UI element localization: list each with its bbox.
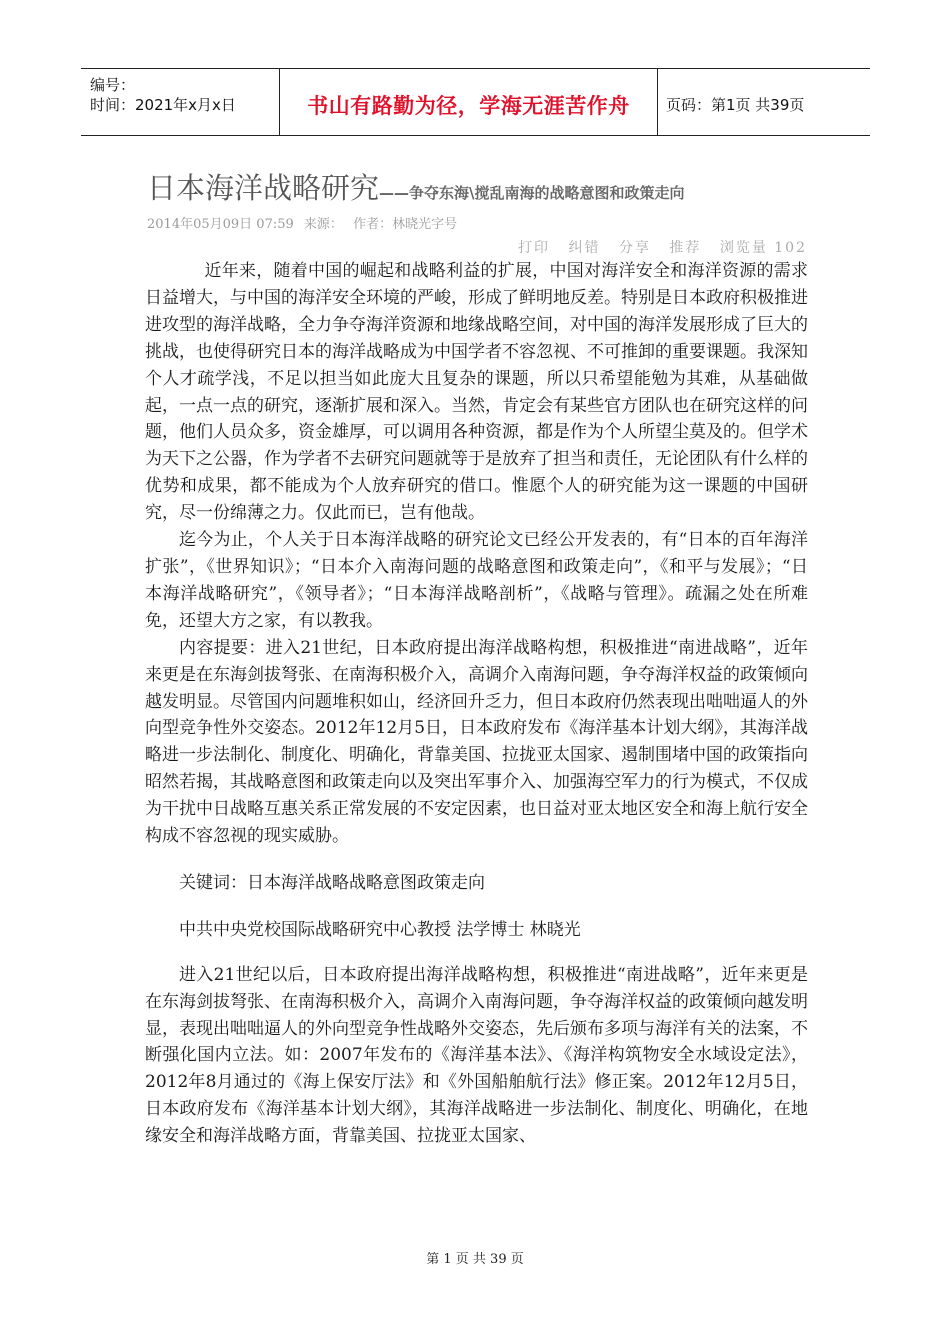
article-action-bar <box>506 237 807 257</box>
article-title-line <box>147 166 685 207</box>
paragraph-abstract: 内容提要：进入21世纪，日本政府提出海洋战略构想，积极推进“南进战略”，近年来更是在东海剑拔弩张、在南海积极介入，高调介入南海问题，争夺海洋权益的政策倾向越发明显。尽管国内问题堆积如山，经济回升乏力，但日本政府仍然表现出咄咄逼人的外向型竞争性外交姿态。2012年12月5日，日本政府发布《海洋基本计划大纲》，其海洋战略进一步法制化、制度化、明确化，背靠美国、拉拢亚太国家、遏制围堵中国的政策指向昭然若揭，其战略意图和政策走向以及突出军事介入、加强海空军力的行为模式，不仅成为干扰中日战略互惠关系正常发展的不安定因素，也日益对亚太地区安全和海上航行安全构成不容忽视的现实威胁。 <box>145 637 808 847</box>
document-date-label: 时间：2021年x月x日 <box>90 96 236 114</box>
paragraph-keywords: 关键词：日本海洋战略战略意图政策走向 <box>179 872 485 893</box>
header-page-cell <box>658 69 870 135</box>
view-count: 浏览量 102 <box>719 240 807 256</box>
paragraph-intro: 近年来，随着中国的崛起和战略利益的扩展，中国对海洋安全和海洋资源的需求日益增大，与中国的海洋安全环境的严峻，形成了鲜明地反差。特别是日本政府积极推进进攻型的海洋战略，全力争夺海洋资源和地缘战略空间，对中国的海洋发展形成了巨大的挑战，也使得研究日本的海洋战略成为中国学者不容忽视、不可推卸的重要课题。我深知个人才疏学浅，不足以担当如此庞大且复杂的课题，所以只希望能勉为其难，从基础做起，一点一点的研究，逐渐扩展和深入。当然，肯定会有某些官方团队也在研究这样的问题，他们人员众多，资金雄厚，可以调用各种资源，都是作为个人所望尘莫及的。但学术为天下之公器，作为学者不去研究问题就等于是放弃了担当和责任，无论团队有什么样的优势和成果，都不能成为个人放弃研究的借口。惟愿个人的研究能为这一课题的中国研究，尽一份绵薄之力。仅此而已，岂有他哉。 <box>145 261 808 524</box>
article-date: 2014年05月09日 07:59 <box>147 217 294 232</box>
paragraph-author-affiliation: 中共中央党校国际战略研究中心教授 法学博士 林晓光 <box>179 919 581 940</box>
document-header-table <box>81 68 870 136</box>
paragraph-publications: 迄今为止，个人关于日本海洋战略的研究论文已经公开发表的，有“日本的百年海洋扩张”，《世界知识》；“日本介入南海问题的战略意图和政策走向”，《和平与发展》；“日本海洋战略研究”，《领导者》；“日本海洋战略剖析”，《战略与管理》。疏漏之处在所难免，还望大方之家，有以教我。 <box>145 530 808 631</box>
paragraph-main-text: 进入21世纪以后，日本政府提出海洋战略构想，积极推进“南进战略”，近年来更是在东海剑拔弩张、在南海积极介入，高调介入南海问题，争夺海洋权益的政策倾向越发明显，表现出咄咄逼人的外向型竞争性战略外交姿态，先后颁布多项与海洋有关的法案，不断强化国内立法。如：2007年发布的《海洋基本法》、《海洋构筑物安全水域设定法》，2012年8月通过的《海上保安厅法》和《外国船舶航行法》修正案。2012年12月5日，日本政府发布《海洋基本计划大纲》，其海洋战略进一步法制化、制度化、明确化，在地缘安全和海洋战略方面，背靠美国、拉拢亚太国家、 <box>145 964 808 1147</box>
article-author: 作者：林晓光字号 <box>353 217 458 232</box>
article-source: 来源： <box>303 217 343 232</box>
correct-error-link[interactable]: 纠错 <box>568 240 601 256</box>
article-meta <box>147 213 463 232</box>
share-link[interactable]: 分享 <box>618 240 651 256</box>
recommend-link[interactable]: 推荐 <box>669 240 702 256</box>
header-info-cell <box>81 69 280 135</box>
document-number-label: 编号： <box>90 76 136 94</box>
page-info: 页码：第1页 共39页 <box>666 96 805 114</box>
motto-text: 书山有路勤为径，学海无涯苦作舟 <box>307 94 630 118</box>
page-footer: 第 1 页 共 39 页 <box>426 1252 524 1267</box>
article-title: 日本海洋战略研究 <box>147 171 380 205</box>
print-link[interactable]: 打印 <box>518 240 551 256</box>
article-subtitle: ——争夺东海\搅乱南海的战略意图和政策走向 <box>379 184 685 202</box>
header-motto-cell <box>280 69 658 135</box>
article-body <box>145 258 808 1150</box>
